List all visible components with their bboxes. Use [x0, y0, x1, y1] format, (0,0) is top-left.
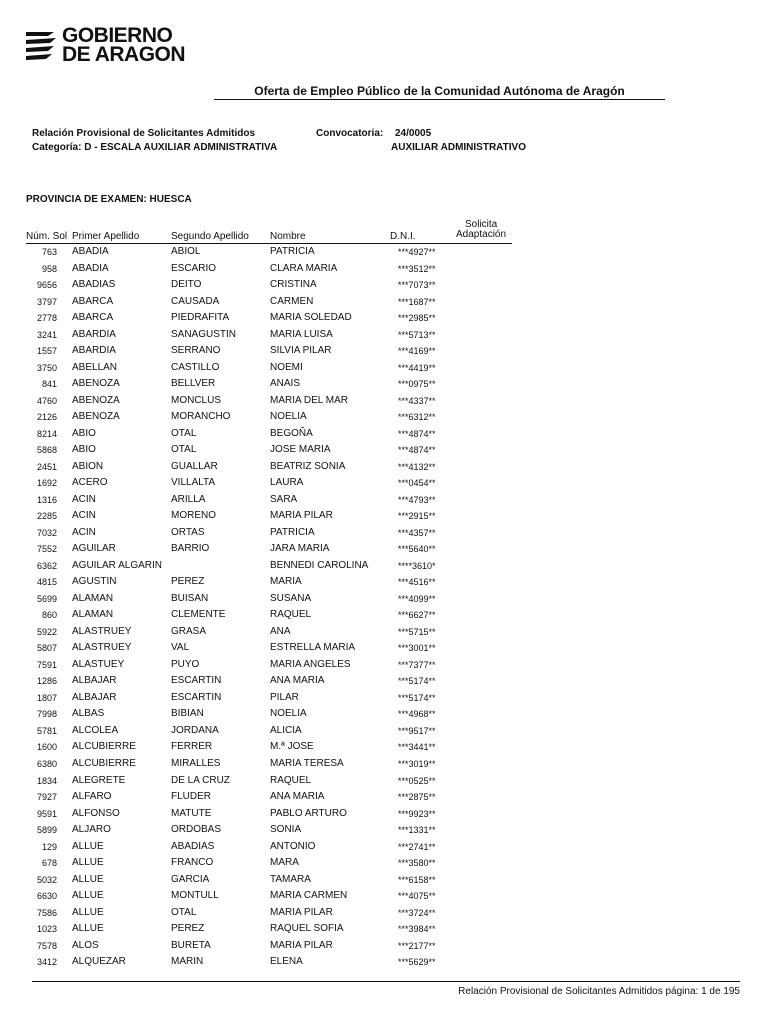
cell-dni: ***2915**	[398, 511, 436, 522]
header-primer-apellido: Primer Apellido	[72, 231, 140, 242]
table-row	[0, 277, 768, 294]
cell-dni: ***4075**	[398, 891, 436, 902]
cell-segundo-apellido: VAL	[171, 642, 190, 654]
cell-primer-apellido: ALLUE	[72, 906, 104, 918]
cell-num-sol: 958	[41, 263, 57, 274]
table-row	[0, 723, 768, 740]
cell-segundo-apellido: FERRER	[171, 741, 213, 753]
cell-primer-apellido: ALAMAN	[72, 609, 114, 621]
cell-primer-apellido: ALEGRETE	[72, 774, 126, 786]
cell-dni: ***9517**	[398, 725, 436, 736]
table-row	[0, 244, 768, 261]
header-adaptacion: Adaptación	[456, 229, 507, 240]
cell-segundo-apellido: ESCARTIN	[171, 675, 222, 687]
cell-nombre: MARIA DEL MAR	[270, 394, 348, 406]
cell-segundo-apellido: PIEDRAFITA	[171, 312, 230, 324]
cell-primer-apellido: ACIN	[72, 493, 96, 505]
cell-dni: ***4132**	[398, 461, 436, 472]
cell-num-sol: 3750	[36, 362, 57, 373]
cell-num-sol: 1557	[36, 346, 57, 357]
cell-num-sol: 2778	[36, 313, 57, 324]
cell-nombre: ESTRELLA MARIA	[270, 642, 356, 654]
cell-num-sol: 1286	[36, 676, 57, 687]
cell-segundo-apellido: BELLVER	[171, 378, 216, 390]
cell-segundo-apellido: BIBIAN	[171, 708, 204, 720]
cell-dni: ***4099**	[398, 593, 436, 604]
cell-segundo-apellido: FRANCO	[171, 857, 214, 869]
table-row	[0, 393, 768, 410]
cell-dni: ***1331**	[398, 825, 436, 836]
cell-nombre: MARIA CARMEN	[270, 890, 348, 902]
cell-segundo-apellido: ABADIAS	[171, 840, 215, 852]
cell-segundo-apellido: JORDANA	[171, 724, 219, 736]
cell-nombre: MARIA PILAR	[270, 939, 333, 951]
table-row	[0, 789, 768, 806]
cell-segundo-apellido: PEREZ	[171, 923, 205, 935]
cell-nombre: M.ª JOSE	[270, 741, 314, 753]
cell-primer-apellido: ALFARO	[72, 791, 112, 803]
cell-num-sol: 2285	[36, 511, 57, 522]
cell-num-sol: 1023	[36, 924, 57, 935]
cell-nombre: ANAIS	[270, 378, 301, 390]
cell-segundo-apellido: OTAL	[171, 444, 197, 456]
cell-segundo-apellido: CLEMENTE	[171, 609, 226, 621]
cell-num-sol: 1316	[36, 494, 57, 505]
cell-num-sol: 6630	[36, 891, 57, 902]
table-row	[0, 657, 768, 674]
logo-line-2: DE ARAGON	[62, 43, 186, 66]
cell-nombre: JARA MARIA	[270, 543, 330, 555]
cell-nombre: ANTONIO	[270, 840, 316, 852]
cell-primer-apellido: AGUILAR	[72, 543, 116, 555]
cell-primer-apellido: ALBAJAR	[72, 675, 117, 687]
cell-num-sol: 2126	[36, 412, 57, 423]
cell-nombre: MARIA LUISA	[270, 328, 333, 340]
cell-num-sol: 9591	[36, 808, 57, 819]
cell-primer-apellido: AGUSTIN	[72, 576, 117, 588]
cell-nombre: PATRICIA	[270, 526, 315, 538]
table-row	[0, 459, 768, 476]
cell-num-sol: 1600	[36, 742, 57, 753]
cell-nombre: SUSANA	[270, 592, 312, 604]
table-row	[0, 773, 768, 790]
table-row	[0, 525, 768, 542]
cell-primer-apellido: ABARDIA	[72, 328, 116, 340]
cell-segundo-apellido: VILLALTA	[171, 477, 216, 489]
cell-primer-apellido: ALASTRUEY	[72, 625, 132, 637]
cell-dni: ***4169**	[398, 346, 436, 357]
cell-primer-apellido: ALCUBIERRE	[72, 757, 136, 769]
cell-segundo-apellido: ORDOBAS	[171, 824, 222, 836]
cell-dni: ***5629**	[398, 957, 436, 968]
cell-dni: ***2741**	[398, 841, 436, 852]
cell-primer-apellido: ABARCA	[72, 295, 114, 307]
cell-segundo-apellido: ESCARIO	[171, 262, 217, 274]
cell-num-sol: 2451	[36, 461, 57, 472]
cell-primer-apellido: ALCUBIERRE	[72, 741, 136, 753]
cell-nombre: ALICIA	[270, 724, 302, 736]
cell-dni: ***4793**	[398, 494, 436, 505]
cell-nombre: CRISTINA	[270, 279, 317, 291]
table-row	[0, 839, 768, 856]
cell-nombre: MARIA PILAR	[270, 510, 333, 522]
cell-nombre: MARA	[270, 857, 299, 869]
cell-num-sol: 1692	[36, 478, 57, 489]
cell-primer-apellido: ALASTUEY	[72, 658, 125, 670]
table-row	[0, 409, 768, 426]
provincia-examen: PROVINCIA DE EXAMEN: HUESCA	[26, 194, 192, 205]
table-row	[0, 954, 768, 971]
cell-num-sol: 7586	[36, 907, 57, 918]
cell-nombre: MARIA TERESA	[270, 757, 344, 769]
categoria-label: Categoría: D - ESCALA AUXILIAR ADMINISTRATIVA	[32, 142, 278, 153]
cell-segundo-apellido: SANAGUSTIN	[171, 328, 237, 340]
table-row	[0, 855, 768, 872]
cell-primer-apellido: ALCOLEA	[72, 724, 119, 736]
cell-segundo-apellido: GRASA	[171, 625, 207, 637]
cell-segundo-apellido: ESCARTIN	[171, 691, 222, 703]
cell-nombre: ANA MARIA	[270, 791, 325, 803]
cell-segundo-apellido: SERRANO	[171, 345, 221, 357]
table-row	[0, 806, 768, 823]
cell-num-sol: 5899	[36, 825, 57, 836]
cell-num-sol: 5868	[36, 445, 57, 456]
cell-nombre: SARA	[270, 493, 298, 505]
cell-nombre: MARIA PILAR	[270, 906, 333, 918]
cell-dni: ***1687**	[398, 296, 436, 307]
cell-nombre: SONIA	[270, 824, 302, 836]
cell-nombre: PATRICIA	[270, 246, 315, 257]
cell-dni: ***5640**	[398, 544, 436, 555]
cell-nombre: PABLO ARTURO	[270, 807, 347, 819]
cell-nombre: ANA MARIA	[270, 675, 325, 687]
table-row	[0, 343, 768, 360]
header-dni: D.N.I.	[390, 231, 416, 242]
header-num-sol: Núm. Sol	[26, 231, 68, 242]
table-row	[0, 921, 768, 938]
cell-primer-apellido: ABADIA	[72, 262, 109, 274]
cell-segundo-apellido: PEREZ	[171, 576, 205, 588]
cell-num-sol: 7927	[36, 792, 57, 803]
cell-primer-apellido: ACIN	[72, 510, 96, 522]
cell-nombre: MARIA SOLEDAD	[270, 312, 352, 324]
cell-nombre: TAMARA	[270, 873, 311, 885]
cell-nombre: ANA	[270, 625, 291, 637]
document-title: Oferta de Empleo Público de la Comunidad Autónoma de Aragón	[214, 84, 665, 100]
cell-dni: ***4357**	[398, 527, 436, 538]
cell-dni: ***4419**	[398, 362, 436, 373]
cell-dni: ***3580**	[398, 858, 436, 869]
header-nombre: Nombre	[270, 231, 306, 242]
cell-dni: ***4516**	[398, 577, 436, 588]
cell-primer-apellido: ABELLAN	[72, 361, 118, 373]
cell-dni: ***7073**	[398, 280, 436, 291]
cell-primer-apellido: ALLUE	[72, 857, 104, 869]
cell-primer-apellido: ALLUE	[72, 923, 104, 935]
header-solicita: Solicita	[465, 219, 498, 230]
cell-dni: ***2875**	[398, 792, 436, 803]
cell-dni: ***5174**	[398, 676, 436, 687]
cell-num-sol: 4760	[36, 395, 57, 406]
cell-num-sol: 841	[41, 379, 57, 390]
cell-nombre: NOEMI	[270, 361, 303, 373]
table-row	[0, 673, 768, 690]
cell-dni: ***0454**	[398, 478, 436, 489]
table-row	[0, 872, 768, 889]
cell-dni: ***0525**	[398, 775, 436, 786]
cell-nombre: LAURA	[270, 477, 304, 489]
footer-rule	[32, 981, 740, 982]
page-footer: Relación Provisional de Solicitantes Admitidos página: 1 de 195	[458, 986, 740, 997]
convocatoria-value: 24/0005	[395, 128, 432, 139]
cell-dni: ***4337**	[398, 395, 436, 406]
cell-dni: ***6312**	[398, 412, 436, 423]
cell-num-sol: 678	[41, 858, 57, 869]
cell-segundo-apellido: ARILLA	[171, 493, 206, 505]
cell-segundo-apellido: BUISAN	[171, 592, 209, 604]
cell-segundo-apellido: ORTAS	[171, 526, 205, 538]
cell-segundo-apellido: MONTULL	[171, 890, 219, 902]
table-row	[0, 475, 768, 492]
applicants-table	[0, 244, 768, 971]
cell-segundo-apellido: MONCLUS	[171, 394, 222, 406]
cell-primer-apellido: ACIN	[72, 526, 96, 538]
cell-segundo-apellido: DEITO	[171, 279, 202, 291]
cell-nombre: RAQUEL	[270, 609, 312, 621]
cell-dni: ***7377**	[398, 659, 436, 670]
cell-nombre: ELENA	[270, 956, 303, 968]
cell-primer-apellido: ALBAS	[72, 708, 105, 720]
table-row	[0, 541, 768, 558]
cell-nombre: RAQUEL	[270, 774, 312, 786]
table-row	[0, 905, 768, 922]
cell-num-sol: 7578	[36, 940, 57, 951]
cell-segundo-apellido: OTAL	[171, 427, 197, 439]
cell-num-sol: 7552	[36, 544, 57, 555]
cell-segundo-apellido: FLUDER	[171, 791, 212, 803]
cell-primer-apellido: ALBAJAR	[72, 691, 117, 703]
cell-primer-apellido: ABARDIA	[72, 345, 116, 357]
cell-dni: ***0975**	[398, 379, 436, 390]
cell-segundo-apellido: CAUSADA	[171, 295, 220, 307]
cell-num-sol: 7032	[36, 527, 57, 538]
cell-segundo-apellido: MORENO	[171, 510, 216, 522]
cell-num-sol: 3412	[36, 957, 57, 968]
cell-primer-apellido: ABIO	[72, 444, 96, 456]
cell-nombre: SILVIA PILAR	[270, 345, 332, 357]
cell-primer-apellido: ABADIAS	[72, 279, 116, 291]
cell-nombre: CARMEN	[270, 295, 314, 307]
logo-line-1: GOBIERNO	[62, 24, 173, 47]
cell-dni: ***2985**	[398, 313, 436, 324]
table-row	[0, 261, 768, 278]
cell-num-sol: 5922	[36, 626, 57, 637]
cell-nombre: BEGOÑA	[270, 427, 313, 439]
cell-dni: ***2177**	[398, 940, 436, 951]
table-row	[0, 327, 768, 344]
aragon-logo-mark-icon	[24, 28, 58, 62]
cell-dni: ***3724**	[398, 907, 436, 918]
cell-segundo-apellido: BURETA	[171, 939, 211, 951]
table-row	[0, 574, 768, 591]
table-row	[0, 822, 768, 839]
table-row	[0, 706, 768, 723]
convocatoria-label: Convocatoria:	[316, 128, 384, 139]
cell-primer-apellido: ALOS	[72, 939, 99, 951]
table-row	[0, 756, 768, 773]
table-row	[0, 591, 768, 608]
table-row	[0, 938, 768, 955]
cell-num-sol: 9656	[36, 280, 57, 291]
cell-segundo-apellido: MATUTE	[171, 807, 212, 819]
table-row	[0, 624, 768, 641]
cell-primer-apellido: ALQUEZAR	[72, 956, 126, 968]
cell-num-sol: 6362	[36, 560, 57, 571]
cell-num-sol: 860	[41, 610, 57, 621]
cell-num-sol: 763	[41, 247, 57, 257]
cell-nombre: CLARA MARIA	[270, 262, 338, 274]
cell-dni: ***4968**	[398, 709, 436, 720]
cell-primer-apellido: ABION	[72, 460, 104, 472]
cell-primer-apellido: ALLUE	[72, 840, 104, 852]
cell-segundo-apellido: ABIOL	[171, 246, 201, 257]
cell-num-sol: 129	[41, 841, 57, 852]
cell-primer-apellido: ABENOZA	[72, 394, 120, 406]
cell-nombre: JOSE MARIA	[270, 444, 331, 456]
cell-nombre: PILAR	[270, 691, 299, 703]
cell-num-sol: 7591	[36, 659, 57, 670]
table-row	[0, 739, 768, 756]
cell-dni: ***5715**	[398, 626, 436, 637]
table-row	[0, 690, 768, 707]
cell-nombre: MARIA	[270, 576, 302, 588]
cell-segundo-apellido: CASTILLO	[171, 361, 220, 373]
cell-segundo-apellido: GUALLAR	[171, 460, 218, 472]
cell-nombre: RAQUEL SOFIA	[270, 923, 344, 935]
cell-dni: ***3441**	[398, 742, 436, 753]
cell-primer-apellido: ABADIA	[72, 246, 109, 257]
cell-num-sol: 4815	[36, 577, 57, 588]
cell-segundo-apellido: PUYO	[171, 658, 200, 670]
cell-segundo-apellido: GARCIA	[171, 873, 210, 885]
cell-primer-apellido: ABENOZA	[72, 378, 120, 390]
cell-dni: ***9923**	[398, 808, 436, 819]
cell-primer-apellido: ABENOZA	[72, 411, 120, 423]
cell-num-sol: 7998	[36, 709, 57, 720]
cell-dni: ***6627**	[398, 610, 436, 621]
cell-primer-apellido: ABARCA	[72, 312, 114, 324]
cell-num-sol: 5032	[36, 874, 57, 885]
cell-segundo-apellido: DE LA CRUZ	[171, 774, 230, 786]
cell-dni: ***4927**	[398, 247, 436, 257]
cell-num-sol: 1834	[36, 775, 57, 786]
puesto-label: AUXILIAR ADMINISTRATIVO	[391, 142, 526, 153]
cell-primer-apellido: AGUILAR ALGARIN	[72, 559, 163, 571]
cell-nombre: BEATRIZ SONIA	[270, 460, 346, 472]
cell-dni: ****3610*	[398, 560, 436, 571]
cell-primer-apellido: ALFONSO	[72, 807, 120, 819]
table-row	[0, 360, 768, 377]
cell-primer-apellido: ALASTRUEY	[72, 642, 132, 654]
cell-primer-apellido: ACERO	[72, 477, 108, 489]
cell-dni: ***3984**	[398, 924, 436, 935]
cell-dni: ***6158**	[398, 874, 436, 885]
cell-nombre: BENNEDI CAROLINA	[270, 559, 369, 571]
cell-primer-apellido: ALLUE	[72, 873, 104, 885]
cell-primer-apellido: ALLUE	[72, 890, 104, 902]
relacion-label: Relación Provisional de Solicitantes Admitidos	[32, 128, 256, 139]
table-row	[0, 376, 768, 393]
cell-segundo-apellido: BARRIO	[171, 543, 210, 555]
cell-nombre: NOELIA	[270, 708, 307, 720]
table-row	[0, 442, 768, 459]
cell-num-sol: 5781	[36, 725, 57, 736]
cell-segundo-apellido: MIRALLES	[171, 757, 221, 769]
cell-dni: ***3512**	[398, 263, 436, 274]
cell-num-sol: 6380	[36, 758, 57, 769]
cell-segundo-apellido: MORANCHO	[171, 411, 231, 423]
table-row	[0, 310, 768, 327]
table-row	[0, 294, 768, 311]
table-row	[0, 508, 768, 525]
cell-num-sol: 5807	[36, 643, 57, 654]
cell-dni: ***3001**	[398, 643, 436, 654]
cell-dni: ***4874**	[398, 445, 436, 456]
cell-dni: ***3019**	[398, 758, 436, 769]
cell-nombre: MARIA ANGELES	[270, 658, 351, 670]
header-segundo-apellido: Segundo Apellido	[171, 231, 249, 242]
gobierno-aragon-logo	[24, 24, 194, 68]
cell-dni: ***5713**	[398, 329, 436, 340]
cell-primer-apellido: ABIO	[72, 427, 96, 439]
table-row	[0, 558, 768, 575]
cell-primer-apellido: ALAMAN	[72, 592, 114, 604]
table-row	[0, 888, 768, 905]
cell-dni: ***5174**	[398, 692, 436, 703]
table-row	[0, 640, 768, 657]
cell-num-sol: 3241	[36, 329, 57, 340]
cell-dni: ***4874**	[398, 428, 436, 439]
cell-num-sol: 5699	[36, 593, 57, 604]
cell-segundo-apellido: MARIN	[171, 956, 204, 968]
cell-primer-apellido: ALJARO	[72, 824, 111, 836]
cell-segundo-apellido: OTAL	[171, 906, 197, 918]
table-row	[0, 426, 768, 443]
cell-nombre: NOELIA	[270, 411, 307, 423]
cell-num-sol: 8214	[36, 428, 57, 439]
table-row	[0, 607, 768, 624]
table-row	[0, 492, 768, 509]
cell-num-sol: 1807	[36, 692, 57, 703]
cell-num-sol: 3797	[36, 296, 57, 307]
